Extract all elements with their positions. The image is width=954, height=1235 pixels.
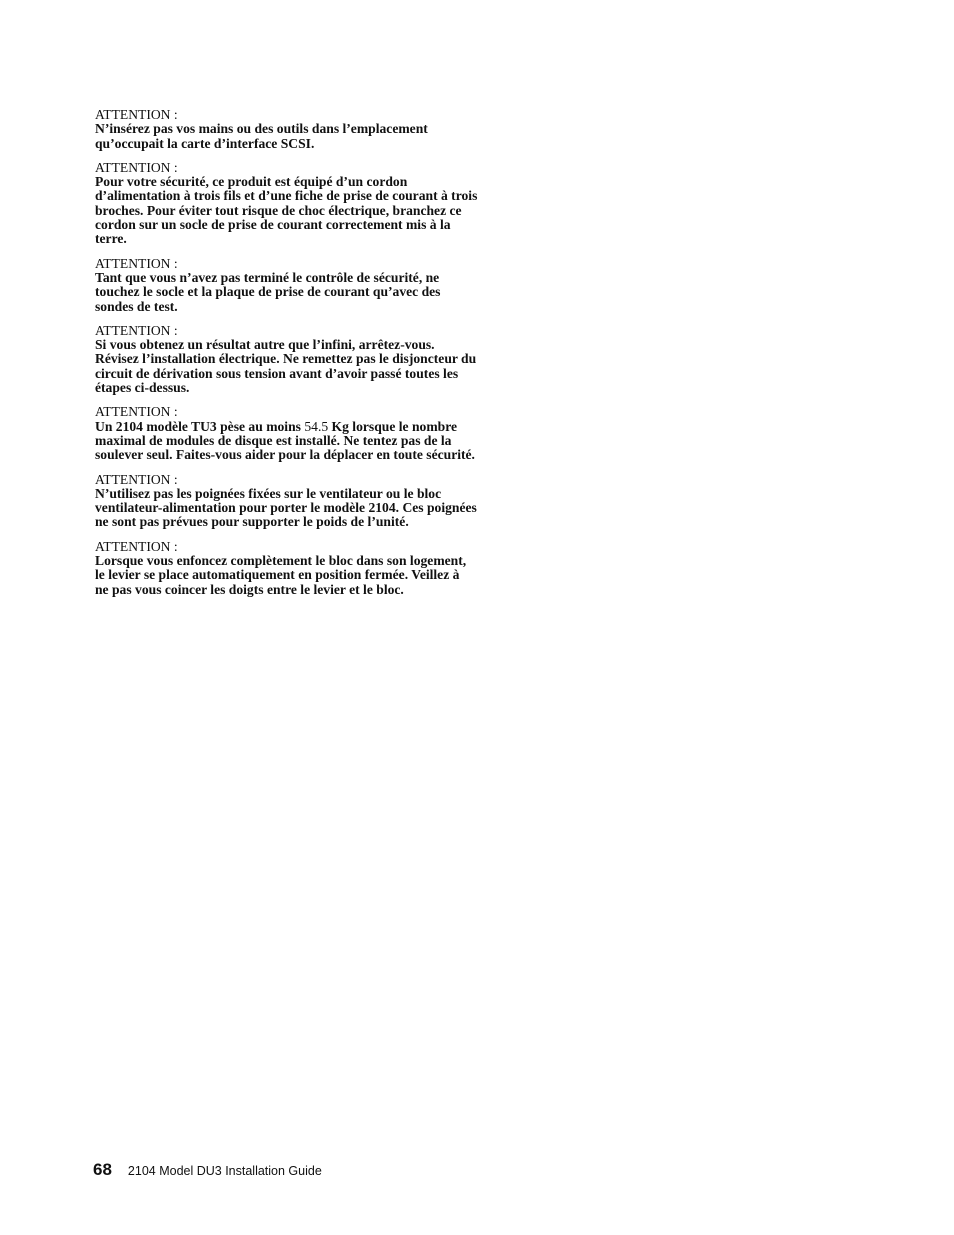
weight-text-before: Un 2104 modèle TU3 pèse au moins [95, 418, 305, 434]
notice-line: qu’occupait la carte d’interface SCSI. [95, 135, 315, 151]
notice-heading: ATTENTION : [95, 538, 178, 554]
notice-body [95, 175, 540, 246]
notice-safety-check [95, 257, 540, 314]
notice-body [95, 554, 540, 597]
notice-line: ventilateur-alimentation pour porter le modèle 2104. Ces poignées [95, 500, 477, 516]
notice-body [95, 271, 540, 314]
notice-body [95, 487, 540, 530]
notice-line: le levier se place automatiquement en position fermée. Veillez à [95, 567, 460, 583]
notice-insert-hands [95, 108, 540, 151]
notice-line: maximal de modules de disque est installé. Ne tentez pas de la [95, 432, 452, 448]
notice-heading: ATTENTION : [95, 255, 178, 271]
notice-line: N’utilisez pas les poignées fixées sur le ventilateur ou le bloc [95, 485, 442, 501]
notice-heading: ATTENTION : [95, 322, 178, 338]
notice-line: terre. [95, 231, 127, 247]
notice-power-cord [95, 161, 540, 247]
notice-infinite-result [95, 324, 540, 395]
notice-line: d’alimentation à trois fils et d’une fiche de prise de courant à trois [95, 188, 478, 204]
footer-title: 2104 Model DU3 Installation Guide [127, 1164, 322, 1178]
notice-line: Tant que vous n’avez pas terminé le contrôle de sécurité, ne [95, 269, 440, 285]
page-footer [93, 1160, 322, 1180]
notice-line: Révisez l’installation électrique. Ne remettez pas le disjoncteur du [95, 351, 477, 367]
notice-body [95, 420, 540, 463]
notice-lever [95, 540, 540, 597]
notice-line [95, 419, 457, 434]
notice-line: ne sont pas prévues pour supporter le poids de l’unité. [95, 514, 409, 530]
notice-line: touchez le socle et la plaque de prise de courant qu’avec des [95, 284, 441, 300]
notice-weight [95, 405, 540, 462]
notice-heading: ATTENTION : [95, 107, 178, 122]
notice-line: Lorsque vous enfoncez complètement le bloc dans son logement, [95, 553, 467, 569]
notice-body [95, 122, 540, 151]
notice-heading: ATTENTION : [95, 471, 178, 487]
notice-handles [95, 473, 540, 530]
notice-heading: ATTENTION : [95, 404, 178, 420]
notice-line: N’insérez pas vos mains ou des outils dans l’emplacement [95, 121, 428, 137]
notice-line: sondes de test. [95, 298, 178, 314]
notice-body [95, 338, 540, 395]
notice-line: soulever seul. Faites-vous aider pour la déplacer en toute sécurité. [95, 447, 475, 463]
document-content [95, 108, 540, 607]
notice-line: étapes ci-dessus. [95, 380, 190, 396]
notice-line: ne pas vous coincer les doigts entre le levier et le bloc. [95, 581, 404, 597]
page-number: 68 [93, 1160, 112, 1179]
notice-line: broches. Pour éviter tout risque de choc électrique, branchez ce [95, 202, 462, 218]
weight-value: 54.5 [304, 418, 329, 434]
notice-line: Si vous obtenez un résultat autre que l’infini, arrêtez-vous. [95, 337, 435, 353]
weight-text-after: Kg lorsque le nombre [328, 418, 458, 434]
notice-line: Pour votre sécurité, ce produit est équipé d’un cordon [95, 174, 408, 190]
notice-heading: ATTENTION : [95, 159, 178, 175]
notice-line: cordon sur un socle de prise de courant correctement mis à la [95, 217, 451, 233]
notice-line: circuit de dérivation sous tension avant d’avoir passé toutes les [95, 365, 459, 381]
